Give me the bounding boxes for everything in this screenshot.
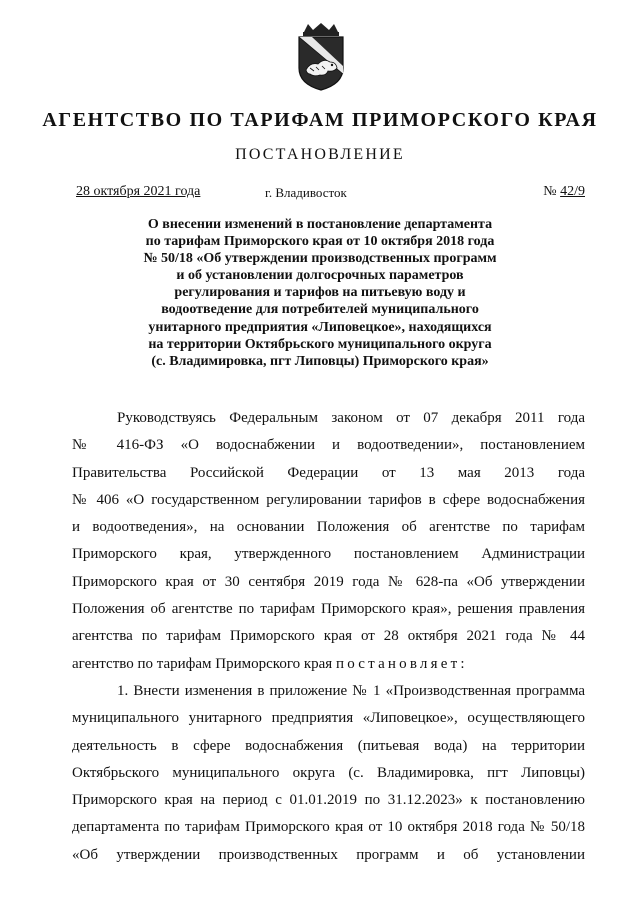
primorsky-krai-coat-of-arms-icon xyxy=(292,22,350,92)
body-line: департамента по тарифам Приморского края от 10 октября 2018 года № 50/18 xyxy=(72,819,585,836)
title-line: водоотведение для потребителей муниципального xyxy=(161,302,479,318)
body-line: № 406 «О государственном регулировании тарифов в сфере водоснабжения xyxy=(72,491,585,508)
body-line: и водоотведения», на основании Положения об агентстве по тарифам xyxy=(72,519,585,536)
number-value: 42/9 xyxy=(560,184,585,199)
title-line: О внесении изменений в постановление департамента xyxy=(147,217,493,232)
title-line: унитарного предприятия «Липовецкое», находящихся xyxy=(148,319,492,335)
body-line: Приморского края на период с 01.01.2019 по 31.12.2023» к постановлению xyxy=(72,792,585,809)
body-line: Приморского края, утвержденного постановлением Администрации xyxy=(72,546,585,563)
title-line: на территории Октябрьского муниципального округа xyxy=(148,336,492,352)
title-line: регулирования и тарифов на питьевую воду и xyxy=(174,285,466,301)
body-line: 1. Внести изменения в приложение № 1 «Производственная программа xyxy=(117,682,585,699)
body-line: муниципального унитарного предприятия «Липовецкое», осуществляющего xyxy=(72,710,585,727)
body-line: «Об утверждении производственных программ и об установлении xyxy=(72,846,585,863)
document-body xyxy=(72,405,585,869)
preamble-paragraph xyxy=(72,405,585,678)
document-title xyxy=(60,216,580,370)
document-date: 28 октября 2021 года xyxy=(76,184,201,199)
document-number xyxy=(543,184,585,200)
body-line: Приморского края от 30 сентября 2019 года № 628-па «Об утверждении xyxy=(72,573,585,590)
agency-name: АГЕНТСТВО ПО ТАРИФАМ ПРИМОРСКОГО КРАЯ xyxy=(42,109,598,131)
resolves-word: постановляет: xyxy=(335,655,468,672)
body-line: деятельность в сфере водоснабжения (питьевая вода) на территории xyxy=(72,737,585,754)
document-city: г. Владивосток xyxy=(265,185,347,200)
title-line: (с. Владимировка, пгт Липовцы) Приморского края» xyxy=(151,353,489,369)
body-line: агентства по тарифам Приморского края от 28 октября 2021 года № 44 xyxy=(72,628,585,645)
title-line: по тарифам Приморского края от 10 октября 2018 года xyxy=(145,234,495,250)
title-line: № 50/18 «Об утверждении производственных программ xyxy=(143,251,497,267)
resolution-prefix: агентство по тарифам Приморского края xyxy=(72,655,333,672)
document-type: ПОСТАНОВЛЕНИЕ xyxy=(235,146,405,163)
title-line: и об установлении долгосрочных параметров xyxy=(176,268,464,284)
number-prefix: № xyxy=(543,184,557,199)
body-line: Октябрьского муниципального округа (с. Владимировка, пгт Липовцы) xyxy=(72,764,585,781)
body-line: № 416-ФЗ «О водоснабжении и водоотведении», постановлением xyxy=(72,437,585,454)
body-line: Правительства Российской Федерации от 13 мая 2013 года xyxy=(72,464,585,481)
body-line: Руководствуясь Федеральным законом от 07 декабря 2011 года xyxy=(117,410,585,426)
body-line: Положения об агентстве по тарифам Приморского края», решения правления xyxy=(72,601,585,618)
clause-1-paragraph xyxy=(72,678,585,869)
body-line-final xyxy=(72,651,585,678)
